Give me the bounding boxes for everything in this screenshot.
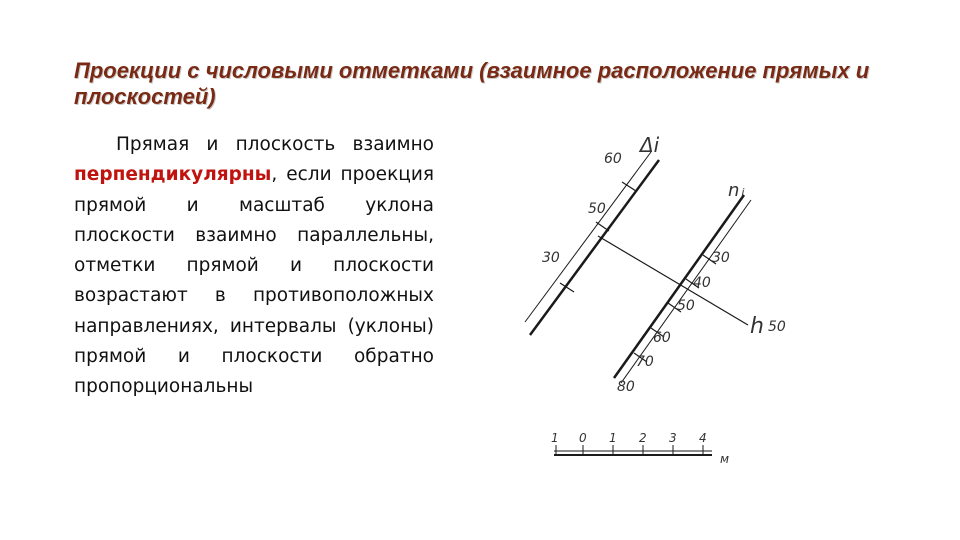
line-tick-60 [622, 182, 636, 191]
plane-mark-70: 70 [636, 354, 654, 370]
scale-label-1-left: 1 [551, 431, 559, 445]
scale-label-2: 2 [639, 431, 647, 445]
scale-label-0: 0 [579, 431, 587, 445]
paragraph-text-end: , если проекция прямой и масштаб уклона плоскости взаимно параллельны, отметки прямой и плоскости возрастают в противоположных направлениях, интервалы (уклоны) прямой и плоскости обратно пропорциональны [74, 164, 434, 398]
perpendicular-keyword: перпендикулярны [74, 164, 272, 186]
plane-label-n-main: n [728, 180, 740, 201]
plane-mark-80: 80 [617, 379, 635, 395]
plane-label-n-sub: i [741, 186, 745, 199]
plane-mark-60: 60 [653, 330, 671, 346]
plane-mark-40: 40 [693, 275, 711, 291]
paragraph-text-start: Прямая и плоскость взаимно [116, 134, 434, 155]
scale-unit: м [720, 452, 730, 466]
plane-mark-30: 30 [712, 250, 730, 266]
slide-title: Проекции с числовыми отметками (взаимное расположение прямых и плоскостей) [74, 58, 870, 109]
line-mark-60: 60 [604, 151, 622, 167]
horizontal-label-h: h [750, 314, 764, 339]
line-projection [530, 160, 659, 335]
line-projection-offset [525, 152, 651, 322]
horizontal-value-50: 50 [768, 319, 786, 335]
scale-label-4: 4 [699, 431, 707, 445]
line-mark-30: 30 [542, 250, 560, 266]
line-mark-50: 50 [588, 201, 606, 217]
plane-slope-scale [614, 195, 744, 378]
line-tick-50 [596, 222, 609, 231]
plane-label-n [728, 180, 744, 201]
scale-label-3: 3 [669, 431, 677, 445]
line-label-delta-i: Δi [640, 133, 660, 157]
scale-label-1: 1 [609, 431, 617, 445]
plane-mark-50: 50 [677, 298, 695, 314]
